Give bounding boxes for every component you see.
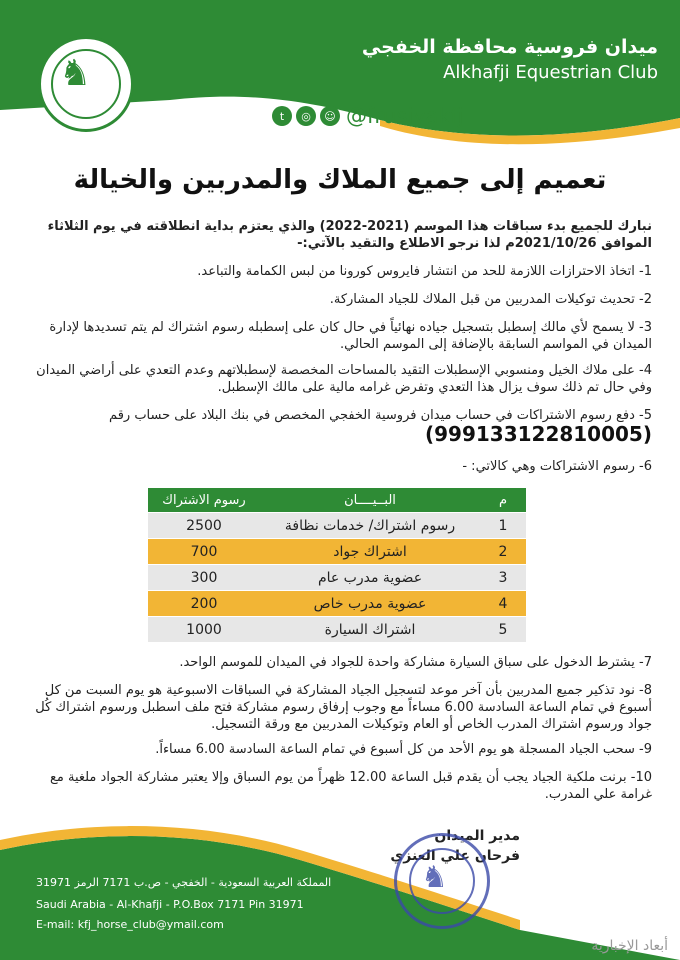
- footer-wave: [0, 820, 680, 960]
- cell-number: 2: [480, 539, 526, 565]
- cell-fee: 1000: [148, 617, 260, 643]
- cell-number: 3: [480, 565, 526, 591]
- watermark: أبعاد الإخبارية: [591, 938, 668, 954]
- header-banner: [0, 0, 680, 150]
- item-9: 9- سحب الجياد المسجلة هو يوم الأحد من كل أسبوع في تمام الساعة السادسة 6.00 مساءاً.: [155, 742, 652, 757]
- item-1: 1- اتخاذ الاحترازات اللازمة للحد من انتشار فايروس كورونا من لبس الكمامة والتباعد.: [197, 264, 652, 279]
- cell-description: عضوية مدرب خاص: [260, 591, 480, 617]
- cell-description: اشتراك جواد: [260, 539, 480, 565]
- item-6: 6- رسوم الاشتراكات وهي كالاتي: -: [462, 459, 652, 474]
- table-row: [148, 513, 526, 539]
- cell-description: رسوم اشتراك/ خدمات نظافة: [260, 513, 480, 539]
- item-7: 7- يشترط الدخول على سباق السيارة مشاركة واحدة للجواد في الميدان للموسم الواحد.: [179, 655, 652, 670]
- instagram-icon[interactable]: ◎: [296, 106, 316, 126]
- table-row: [148, 617, 526, 643]
- footer-address-en: Saudi Arabia - Al-Khafji - P.O.Box 7171 Pin 31971: [36, 898, 304, 911]
- item-4: 4- على ملاك الخيل ومنسوبي الإسطبلات التقيد بالمساحات المخصصة لإسطبلاتهم وعدم التعدي على أراضي الميدان وفي حال تم ذلك سوف يزال هذا التعدي وتفرض غرامه مالية على مالك الإسطبل.: [36, 363, 652, 395]
- cell-fee: 700: [148, 539, 260, 565]
- club-name-ar: ميدان فروسية محافظة الخفجي: [361, 36, 658, 58]
- cell-fee: 200: [148, 591, 260, 617]
- social-icons: [272, 106, 340, 126]
- club-stamp: [394, 833, 490, 929]
- item-10: 10- برنت ملكية الجياد يجب أن يقدم قبل الساعة 12.00 ظهراً من يوم السباق وإلا يعتبر مشاركة الجواد ملغية مع غرامة علي المدرب.: [49, 770, 652, 802]
- cell-number: 5: [480, 617, 526, 643]
- page-title: تعميم إلى جميع الملاك والمدربين والخيالة: [73, 165, 607, 195]
- signature-name: فرحان علي العنزي: [390, 848, 520, 864]
- item-5: 5- دفع رسوم الاشتراكات في حساب ميدان فروسية الخفجي المخصص في بنك البلاد على حساب رقم: [109, 408, 652, 423]
- footer-banner: [0, 820, 680, 960]
- twitter-icon[interactable]: t: [272, 106, 292, 126]
- cell-fee: 2500: [148, 513, 260, 539]
- intro-paragraph: نبارك للجميع بدء سباقات هذا الموسم (2021-2022) والذي يعتزم بداية انطلاقته في يوم الثلاثاء الموافق 2021/10/26م لذا نرجو الاطلاع والتقيد بالآتي:-: [47, 219, 652, 251]
- cell-number: 4: [480, 591, 526, 617]
- col-header-number: م: [480, 488, 526, 513]
- horse-icon: ♞: [421, 860, 448, 895]
- table-row: [148, 539, 526, 565]
- table-header-row: [148, 488, 526, 513]
- fees-table: [148, 488, 526, 642]
- table-row: [148, 565, 526, 591]
- footer-address-ar: المملكة العربية السعودية - الخفجي - ص.ب 7171 الرمز 31971: [36, 876, 332, 889]
- snapchat-icon[interactable]: ☺: [320, 106, 340, 126]
- cell-fee: 300: [148, 565, 260, 591]
- club-logo: [38, 36, 134, 132]
- col-header-fee: رسوم الاشتراك: [148, 488, 260, 513]
- item-8: 8- نود تذكير جميع المدربين بأن آخر موعد لتسجيل الجياد المشاركة في السباقات الاسبوعية هو يوم السبت من كل أسبوع في تمام الساعة السادسة 6.00 مساءاً مع وجوب إرفاق رسوم مشاركة فتح ملف اسطبل ورسوم اشتراك كُل جواد ورسوم اشتراك المدرب الخاص أو العام وتوكيلات المدربين مع ورقة التسجيل.: [35, 683, 652, 732]
- col-header-description: البــيــــان: [260, 488, 480, 513]
- table-row: [148, 591, 526, 617]
- footer-email[interactable]: E-mail: kfj_horse_club@ymail.com: [36, 918, 224, 931]
- cell-description: عضوية مدرب عام: [260, 565, 480, 591]
- item-2: 2- تحديث توكيلات المدربين من قبل الملاك للجياد المشاركة.: [329, 292, 652, 307]
- cell-description: اشتراك السيارة: [260, 617, 480, 643]
- signature-position: مدير الميدان: [434, 828, 520, 844]
- club-name-en: Alkhafji Equestrian Club: [443, 62, 658, 83]
- social-handle[interactable]: @frusiyakfj: [346, 104, 464, 128]
- cell-number: 1: [480, 513, 526, 539]
- horse-icon: ♞: [59, 53, 92, 94]
- item-3: 3- لا يسمح لأي مالك إسطبل بتسجيل جياده نهائياً في حال كان على إسطبله رسوم اشتراك لم يتم تسديدها لإدارة الميدان في المواسم السابقة بالإضافة إلى الموسم الحالي.: [49, 320, 652, 352]
- bank-account-number: (999133122810005): [424, 422, 652, 446]
